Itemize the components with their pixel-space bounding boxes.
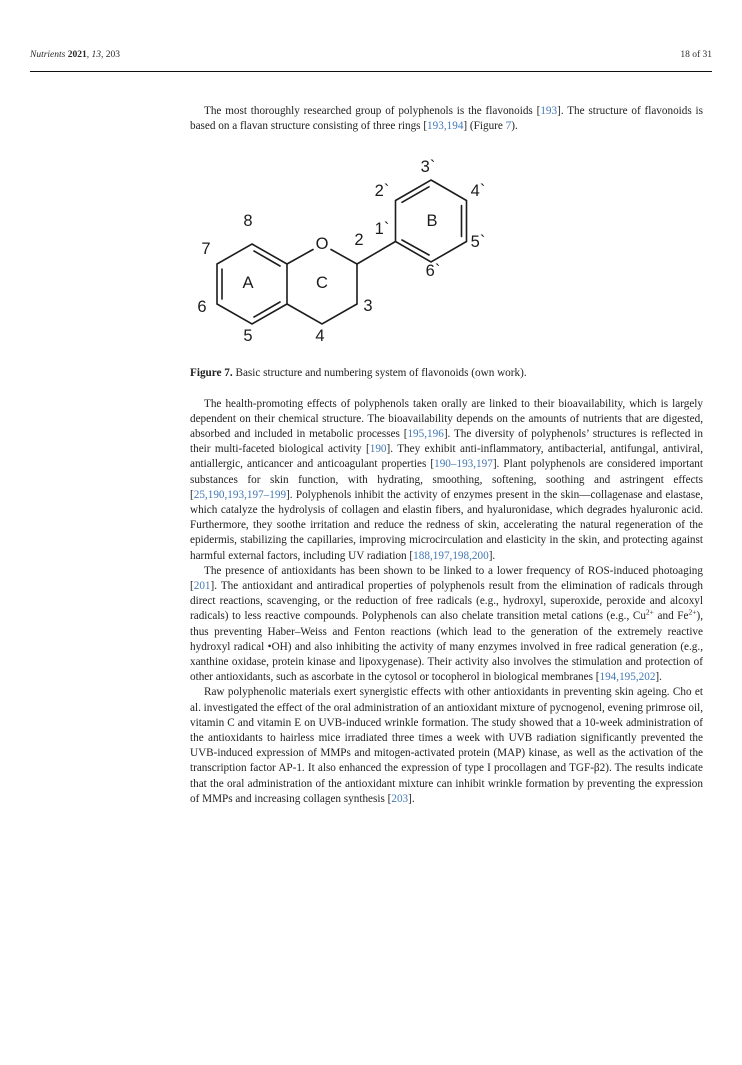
text-segment: The presence of antioxidants has been shown to be linked to a lower frequency of ROS-induced photoaging [ [190,564,703,593]
citation-link[interactable]: 193,194 [427,120,464,133]
body-paragraph-1 [190,104,703,134]
text-segment: , 203 [101,50,120,60]
citation-link[interactable]: 25,190,193,197–199 [193,488,287,501]
body-paragraph-3 [190,564,703,686]
text-segment: ]. [408,792,415,805]
label-position-3: 3 [363,297,373,316]
citation-link[interactable]: 7 [505,120,512,133]
label-position-6: 6 [197,298,207,317]
text-segment: ] (Figure [463,120,506,133]
text-segment: The most thoroughly researched group of polyphenols is the flavonoids [ [204,105,541,117]
text-segment: ]. Plant polyphenols are considered important substances for skin function, with hydrating, smoothing, softening, soothing and astringent effects [ [190,458,703,501]
text-segment: , [86,50,92,60]
label-position-3-prime: 3` [420,158,436,177]
label-ring-b: B [426,212,438,231]
label-ring-a: A [242,274,254,293]
page-number: 18 of 31 [680,50,712,60]
text-segment: ), thus preventing Haber–Weiss and Fenton reactions (which lead to the generation of the extremely reactive hydroxyl radical •OH) and also inhibiting the activity of many enzymes involved in free radical generation (e.g., xanthine oxidase, protein kinase and lipoxygenase). Their activity also involves the stimulation and protection of other antioxidants, such as ascorbate in the cytosol or tocopherol in biological membranes [ [190,610,704,684]
text-segment: Raw polyphenolic materials exert synergistic effects with other antioxidants in preventing skin ageing. Cho et al. investigated the effect of the oral administration of an antioxidant mixture of pycnogenol, evening primrose oil, vitamin C and vitamin E on UVB-induced wrinkle formation. The study showed that a 10-week administration of the antioxidants to hairless mice irradiated three times a week with UVB radiation significantly prevented the UVB-induced expression of MMPs and mitogen-activated protein (MAP) kinase, as well as the activation of the transcription factor AP-1. It also enhanced the expression of type I procollagen and TGF-β2). The results indicate that the oral administration of the antioxidant mixture can inhibit wrinkle formation by preventing the expression of MMPs and increasing collagen synthesis [ [190,686,703,805]
label-position-4-prime: 4` [470,182,486,201]
text-segment: ]. The diversity of polyphenols’ structures is reflected in their multi-faceted biological activity [ [190,428,703,456]
body-paragraph-4 [190,685,703,807]
journal-reference [30,50,120,60]
label-ring-c: C [316,274,328,293]
text-segment: ]. [488,549,496,562]
figure-7-block [185,156,703,381]
text-segment: Nutrients [30,50,66,60]
text-segment: and Fe [653,610,689,623]
citation-link[interactable]: 190 [369,443,387,456]
text-segment: Basic structure and numbering system of flavonoids (own work). [232,367,527,380]
label-position-5: 5 [243,327,253,346]
label-position-6-prime: 6` [425,262,441,281]
label-position-2: 2 [354,231,364,250]
text-segment: ]. The antioxidant and antiradical properties of polyphenols result from the elimination of radicals through direct reactions, scavenging, or the reduction of free radicals (e.g., hydroxyl, superoxide, peroxide and alcoxyl radicals) to less reactive compounds. Polyphenols can also chelate transition metal cations (e.g., Cu [190,580,703,623]
label-position-5-prime: 5` [470,233,486,252]
text-segment: The health-promoting effects of polyphenols taken orally are linked to their bioavailability, which is largely dependent on their chemical structure. The bioavailability depends on the amounts of nutrients that are digested, absorbed and included in metabolic processes [ [190,397,703,441]
content-column [190,0,703,807]
body-paragraph-2 [190,397,703,564]
citation-link[interactable]: 188,197,198,200 [413,549,489,562]
citation-link[interactable]: 193 [540,105,558,117]
text-segment: ]. They exhibit anti-inflammatory, antibacterial, antifungal, antiviral, antiallergic, anticancer and anticoagulant properties [ [190,443,703,471]
label-position-1-prime: 1` [374,220,390,239]
label-oxygen-atom: O [315,235,329,254]
citation-link[interactable]: 195,196 [407,428,444,441]
citation-link[interactable]: 194,195,202 [599,671,656,684]
text-segment: Figure 7. [190,367,233,380]
citation-link[interactable]: 201 [193,580,211,593]
text-segment: 2+ [688,607,697,617]
label-position-7: 7 [201,240,211,259]
text-segment: 13 [91,50,101,60]
text-segment: ]. [655,671,662,684]
text-segment: ]. The structure of flavonoids is based on a flavan structure consisting of three rings [ [190,105,703,133]
label-position-4: 4 [315,327,325,346]
text-segment: 2+ [645,607,654,617]
flavonoid-structure-diagram [185,156,515,361]
citation-link[interactable]: 203 [391,792,409,805]
text-segment: 2021 [67,50,87,60]
text-segment: ]. Polyphenols inhibit the activity of enzymes present in the skin—collagenase and elastase, which catalyze the hydrolysis of collagen and elastin fibers, and hyaluronidase, which degrades hyaluronic acid. Furthermore, they soothe irritation and reduce the redness of skin, accelerating the natural regeneration of the epidermis, stabilizing the capillaries, improving microcirculation and elasticity in the skin, and protecting against harmful external factors, including UV radiation [ [190,488,703,562]
text-segment: ). [511,120,518,133]
label-position-2-prime: 2` [374,182,390,201]
label-position-8: 8 [243,212,253,231]
citation-link[interactable]: 190–193,197 [434,458,493,471]
figure-caption [190,366,703,381]
